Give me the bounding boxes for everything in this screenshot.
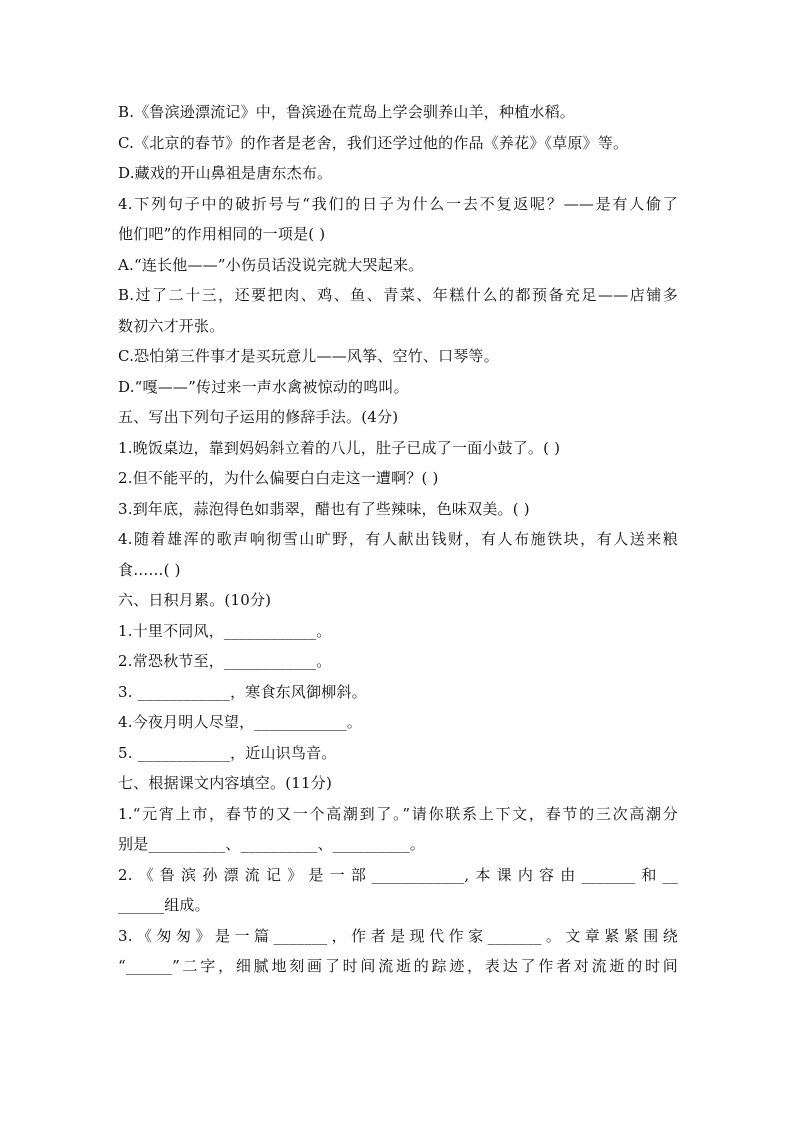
- text-line: ______组成。: [118, 896, 210, 914]
- text-line: 别是__________、__________、__________。: [118, 835, 426, 853]
- text-line: B.《鲁滨逊漂流记》中，鲁滨逊在荒岛上学会驯养山羊，种植水稻。: [118, 103, 575, 121]
- text-line: C.《北京的春节》的作者是老舍，我们还学过他的作品《养花》《草原》等。: [118, 133, 629, 152]
- text-line: 3.到年底，蒜泡得色如翡翠，醋也有了些辣味，色味双美。( ): [118, 499, 530, 518]
- text-line: C.恐怕第三件事才是买玩意儿——风筝、空竹、口琴等。: [118, 347, 499, 365]
- text-line: 数初六才开张。: [118, 316, 225, 335]
- text-line: 3.《匆匆》是一篇_______，作者是现代作家_______。文章紧紧围绕: [118, 926, 678, 945]
- text-line: 1.十里不同风，____________。: [118, 621, 332, 640]
- text-line: A.“连长他——”小伤员话没说完就大哭起来。: [118, 255, 424, 274]
- text-line: 五、写出下列句子运用的修辞手法。(4分): [118, 408, 399, 426]
- text-line: 食……( ): [118, 560, 181, 579]
- text-line: 1.晚饭桌边，靠到妈妈斜立着的八儿，肚子已成了一面小鼓了。( ): [118, 438, 561, 457]
- text-line: D.藏戏的开山鼻祖是唐东杰布。: [118, 164, 333, 182]
- text-line: 5. ____________，近山识鸟音。: [118, 743, 337, 762]
- text-line: 4.下列句子中的破折号与“我们的日子为什么一去不复返呢？——是有人偷了: [118, 194, 678, 213]
- text-line: 1.“元宵上市，春节的又一个高潮到了。”请你联系上下文，春节的三次高潮分: [118, 804, 678, 823]
- text-line: 3. ____________，寒食东风御柳斜。: [118, 682, 367, 701]
- document-page: [118, 97, 678, 982]
- text-line: “______”二字，细腻地刻画了时间流逝的踪迹，表达了作者对流逝的时间: [118, 957, 678, 975]
- text-line: 七、根据课文内容填空。(11分): [118, 774, 332, 792]
- text-line: 4.今夜月明人尽望，____________。: [118, 713, 362, 731]
- text-line: 他们吧”的作用相同的一项是( ): [118, 225, 326, 243]
- text-line: 4.随着雄浑的歌声响彻雪山旷野，有人献出钱财，有人布施铁块，有人送来粮: [118, 530, 678, 548]
- text-line: 2.但不能平的，为什么偏要白白走这一遭啊？( ): [118, 469, 439, 487]
- text-line: 六、日积月累。(10分): [118, 591, 272, 609]
- text-line: 2.常恐秋节至，____________。: [118, 652, 332, 670]
- text-line: D.“嘎——”传过来一声水禽被惊动的鸣叫。: [118, 377, 409, 396]
- text-line: B.过了二十三，还要把肉、鸡、鱼、青菜、年糕什么的都预备充足——店铺多: [118, 286, 678, 304]
- text-line: 2.《鲁滨孙漂流记》是一部____________,本课内容由_______和__: [118, 865, 678, 884]
